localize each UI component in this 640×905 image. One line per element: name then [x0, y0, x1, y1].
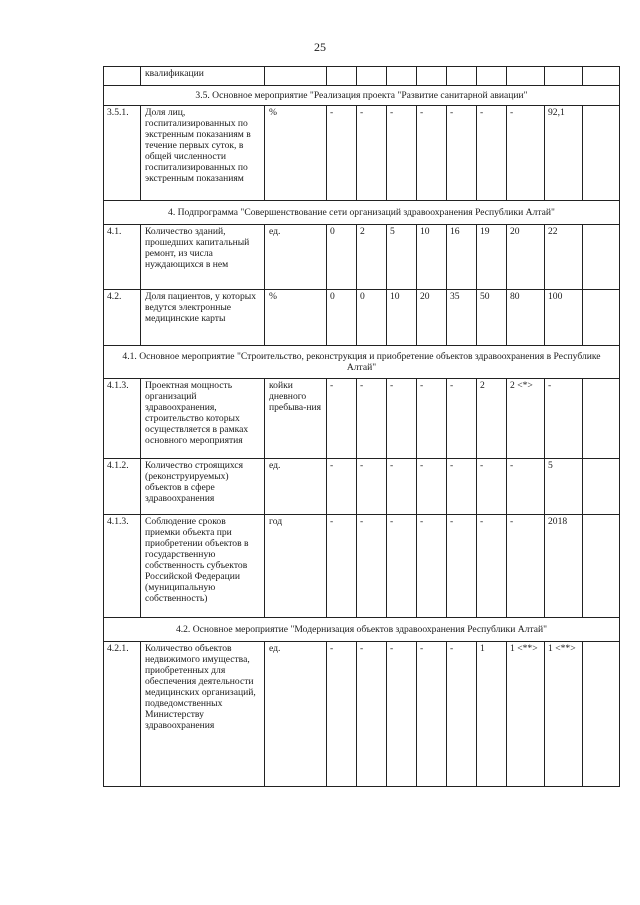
- value-cell: 20: [507, 225, 545, 290]
- value-cell: -: [387, 379, 417, 459]
- value-cell: 50: [477, 290, 507, 346]
- value-cell: -: [507, 106, 545, 201]
- unit-cell: ед.: [265, 642, 327, 787]
- table-row: [104, 459, 620, 515]
- value-cell: [583, 225, 620, 290]
- row-number: 4.1.2.: [104, 459, 141, 515]
- value-cell: -: [507, 515, 545, 618]
- value-cell: -: [447, 106, 477, 201]
- row-number: 4.2.: [104, 290, 141, 346]
- table-row: [104, 225, 620, 290]
- page-number: 25: [314, 40, 326, 54]
- value-cell: 10: [387, 290, 417, 346]
- value-cell: -: [387, 459, 417, 515]
- unit-cell: год: [265, 515, 327, 618]
- value-cell: 5: [545, 459, 583, 515]
- value-cell: -: [357, 106, 387, 201]
- value-cell: -: [357, 379, 387, 459]
- value-cell: [583, 642, 620, 787]
- value-cell: 22: [545, 225, 583, 290]
- value-cell: 1 <**>: [545, 642, 583, 787]
- value-cell: -: [417, 106, 447, 201]
- value-cell: -: [387, 515, 417, 618]
- indicator-name: Количество строящихся (реконструируемых) объектов в сфере здравоохранения: [141, 459, 265, 515]
- value-cell: -: [357, 642, 387, 787]
- unit-cell: [265, 67, 327, 86]
- value-cell: 0: [357, 290, 387, 346]
- indicator-name: Проектная мощность организаций здравоохранения, строительство которых осуществляется в рамках основного мероприятия: [141, 379, 265, 459]
- value-cell: 2018: [545, 515, 583, 618]
- row-number: 4.1.3.: [104, 515, 141, 618]
- value-cell: 1 <**>: [507, 642, 545, 787]
- value-cell: [545, 67, 583, 86]
- value-cell: -: [447, 515, 477, 618]
- table-row: [104, 642, 620, 787]
- unit-cell: ед.: [265, 225, 327, 290]
- value-cell: -: [477, 515, 507, 618]
- table-row: [104, 67, 620, 86]
- unit-cell: %: [265, 106, 327, 201]
- value-cell: -: [447, 379, 477, 459]
- section-header-row: [104, 201, 620, 225]
- row-number: 4.1.: [104, 225, 141, 290]
- value-cell: [357, 67, 387, 86]
- value-cell: [583, 515, 620, 618]
- unit-cell: ед.: [265, 459, 327, 515]
- value-cell: 35: [447, 290, 477, 346]
- value-cell: -: [327, 379, 357, 459]
- value-cell: 16: [447, 225, 477, 290]
- value-cell: -: [447, 459, 477, 515]
- row-number: 4.1.3.: [104, 379, 141, 459]
- section-title: 4. Подпрограмма "Совершенствование сети организаций здравоохранения Республики Алтай": [104, 201, 620, 225]
- value-cell: -: [327, 642, 357, 787]
- value-cell: -: [327, 515, 357, 618]
- row-number: [104, 67, 141, 86]
- value-cell: -: [545, 379, 583, 459]
- value-cell: -: [357, 515, 387, 618]
- indicator-name: Соблюдение сроков приемки объекта при приобретении объектов в государственную собственность субъектов Российской Федерации (муниципальную собственность): [141, 515, 265, 618]
- value-cell: 0: [327, 225, 357, 290]
- section-title: 4.2. Основное мероприятие "Модернизация объектов здравоохранения Республики Алтай": [104, 618, 620, 642]
- value-cell: [417, 67, 447, 86]
- value-cell: -: [387, 642, 417, 787]
- unit-cell: %: [265, 290, 327, 346]
- value-cell: -: [327, 106, 357, 201]
- value-cell: 100: [545, 290, 583, 346]
- value-cell: 2: [477, 379, 507, 459]
- value-cell: [583, 459, 620, 515]
- row-number: 4.2.1.: [104, 642, 141, 787]
- value-cell: 5: [387, 225, 417, 290]
- value-cell: -: [507, 459, 545, 515]
- value-cell: [387, 67, 417, 86]
- section-title: 4.1. Основное мероприятие "Строительство, реконструкция и приобретение объектов здравоохранения в Республике Алтай": [104, 346, 620, 379]
- value-cell: [327, 67, 357, 86]
- indicator-name: Доля лиц, госпитализированных по экстренным показаниям в течение первых суток, в общей численности госпитализированных по экстренным показаниям: [141, 106, 265, 201]
- value-cell: [447, 67, 477, 86]
- value-cell: -: [417, 459, 447, 515]
- table-row: [104, 106, 620, 201]
- section-header-row: [104, 346, 620, 379]
- table-row: [104, 290, 620, 346]
- value-cell: -: [387, 106, 417, 201]
- indicator-name: Количество объектов недвижимого имущества, приобретенных для обеспечения деятельности медицинских организаций, подведомственных Министерству здравоохранения: [141, 642, 265, 787]
- value-cell: -: [477, 106, 507, 201]
- value-cell: [583, 290, 620, 346]
- value-cell: [583, 379, 620, 459]
- value-cell: -: [417, 515, 447, 618]
- value-cell: 92,1: [545, 106, 583, 201]
- value-cell: 1: [477, 642, 507, 787]
- value-cell: 10: [417, 225, 447, 290]
- section-title: 3.5. Основное мероприятие "Реализация проекта "Развитие санитарной авиации": [104, 86, 620, 106]
- value-cell: [507, 67, 545, 86]
- section-header-row: [104, 618, 620, 642]
- value-cell: 0: [327, 290, 357, 346]
- row-number: 3.5.1.: [104, 106, 141, 201]
- value-cell: -: [447, 642, 477, 787]
- value-cell: -: [477, 459, 507, 515]
- section-header-row: [104, 86, 620, 106]
- indicators-table: [103, 66, 620, 787]
- indicator-name: квалификации: [141, 67, 265, 86]
- value-cell: [477, 67, 507, 86]
- value-cell: 2 <*>: [507, 379, 545, 459]
- table-row: [104, 515, 620, 618]
- value-cell: 80: [507, 290, 545, 346]
- value-cell: 19: [477, 225, 507, 290]
- value-cell: -: [417, 379, 447, 459]
- value-cell: 2: [357, 225, 387, 290]
- value-cell: -: [417, 642, 447, 787]
- value-cell: -: [327, 459, 357, 515]
- value-cell: [583, 106, 620, 201]
- value-cell: -: [357, 459, 387, 515]
- table-row: [104, 379, 620, 459]
- unit-cell: койки дневного пребыва-ния: [265, 379, 327, 459]
- indicator-name: Количество зданий, прошедших капитальный ремонт, из числа нуждающихся в нем: [141, 225, 265, 290]
- indicator-name: Доля пациентов, у которых ведутся электронные медицинские карты: [141, 290, 265, 346]
- value-cell: 20: [417, 290, 447, 346]
- value-cell: [583, 67, 620, 86]
